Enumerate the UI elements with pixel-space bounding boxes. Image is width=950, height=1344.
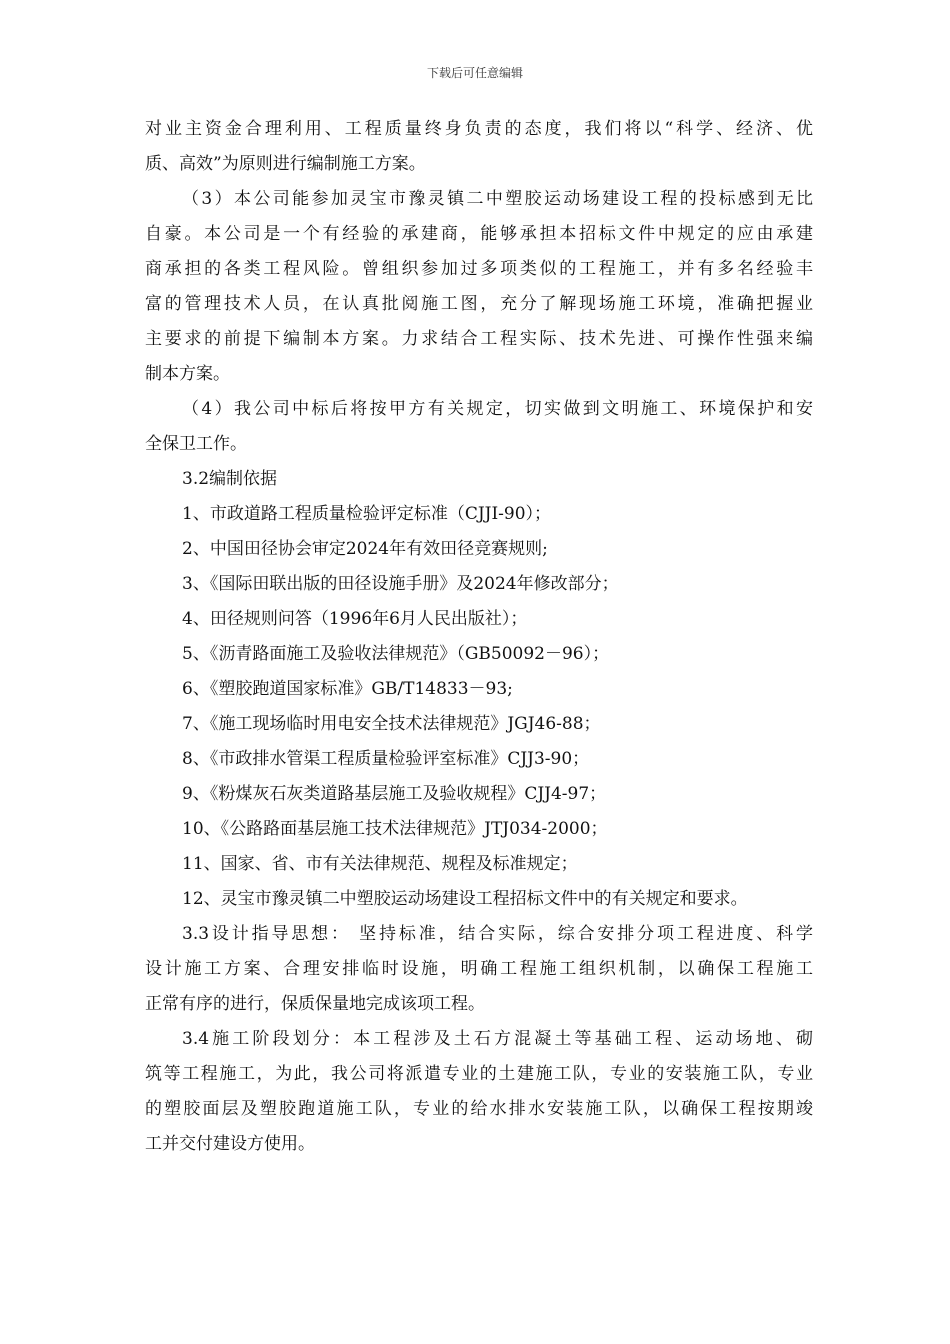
paragraph-line: 富的管理技术人员，在认真批阅施工图，充分了解现场施工环境，准确把握业 (145, 294, 813, 314)
paragraph-line: 3.3设计指导思想： 坚持标准，结合实际，综合安排分项工程进度、科学 (182, 924, 813, 944)
paragraph-line: 制本方案。 (145, 364, 230, 384)
section-heading: 3.2编制依据 (182, 469, 278, 489)
list-item: 11、国家、省、市有关法律规范、规程及标准规定； (182, 854, 578, 874)
document-body (145, 112, 813, 1162)
list-item: 6、《塑胶跑道国家标准》GB/T14833－93; (182, 679, 513, 699)
list-item: 9、《粉煤灰石灰类道路基层施工及验收规程》CJJ4-97； (182, 784, 607, 804)
list-item: 8、《市政排水管渠工程质量检验评室标准》CJJ3-90； (182, 749, 590, 769)
list-item: 10、《公路路面基层施工技术法律规范》JTJ034-2000； (182, 819, 608, 839)
paragraph-line: 全保卫工作。 (145, 434, 247, 454)
list-item: 1、市政道路工程质量检验评定标准（CJJI-90）； (182, 504, 552, 524)
paragraph-line: 商承担的各类工程风险。曾组织参加过多项类似的工程施工，并有多名经验丰 (145, 259, 813, 279)
paragraph-line: 设计施工方案、合理安排临时设施，明确工程施工组织机制，以确保工程施工 (145, 959, 813, 979)
list-item: 12、灵宝市豫灵镇二中塑胶运动场建设工程招标文件中的有关规定和要求。 (182, 889, 748, 909)
paragraph-line: 对业主资金合理利用、工程质量终身负责的态度，我们将以“科学、经济、优 (145, 119, 813, 139)
list-item: 4、田径规则问答（1996年6月人民出版社）； (182, 609, 528, 629)
paragraph-line: 质、高效”为原则进行编制施工方案。 (145, 154, 426, 174)
list-item: 3、《国际田联出版的田径设施手册》及2024年修改部分； (182, 574, 619, 594)
list-item: 5、《沥青路面施工及验收法律规范》（GB50092－96）； (182, 644, 610, 664)
paragraph-line: 自豪。本公司是一个有经验的承建商，能够承担本招标文件中规定的应由承建 (145, 224, 813, 244)
paragraph-line: 工并交付建设方使用。 (145, 1134, 315, 1154)
list-item: 2、中国田径协会审定2024年有效田径竞赛规则; (182, 539, 548, 559)
paragraph-line: 3.4施工阶段划分：本工程涉及土石方混凝土等基础工程、运动场地、砌 (182, 1029, 813, 1049)
paragraph-line: （3）本公司能参加灵宝市豫灵镇二中塑胶运动场建设工程的投标感到无比 (182, 189, 813, 209)
paragraph-line: 筑等工程施工，为此，我公司将派遣专业的土建施工队，专业的安装施工队，专业 (145, 1064, 813, 1084)
paragraph-line: 主要求的前提下编制本方案。力求结合工程实际、技术先进、可操作性强来编 (145, 329, 813, 349)
paragraph-line: 正常有序的进行，保质保量地完成该项工程。 (145, 994, 485, 1014)
paragraph-line: 的塑胶面层及塑胶跑道施工队，专业的给水排水安装施工队，以确保工程按期竣 (145, 1099, 813, 1119)
page-header: 下载后可任意编辑 (426, 66, 523, 80)
paragraph-line: （4）我公司中标后将按甲方有关规定，切实做到文明施工、环境保护和安 (182, 399, 813, 419)
list-item: 7、《施工现场临时用电安全技术法律规范》JGJ46-88； (182, 714, 601, 734)
